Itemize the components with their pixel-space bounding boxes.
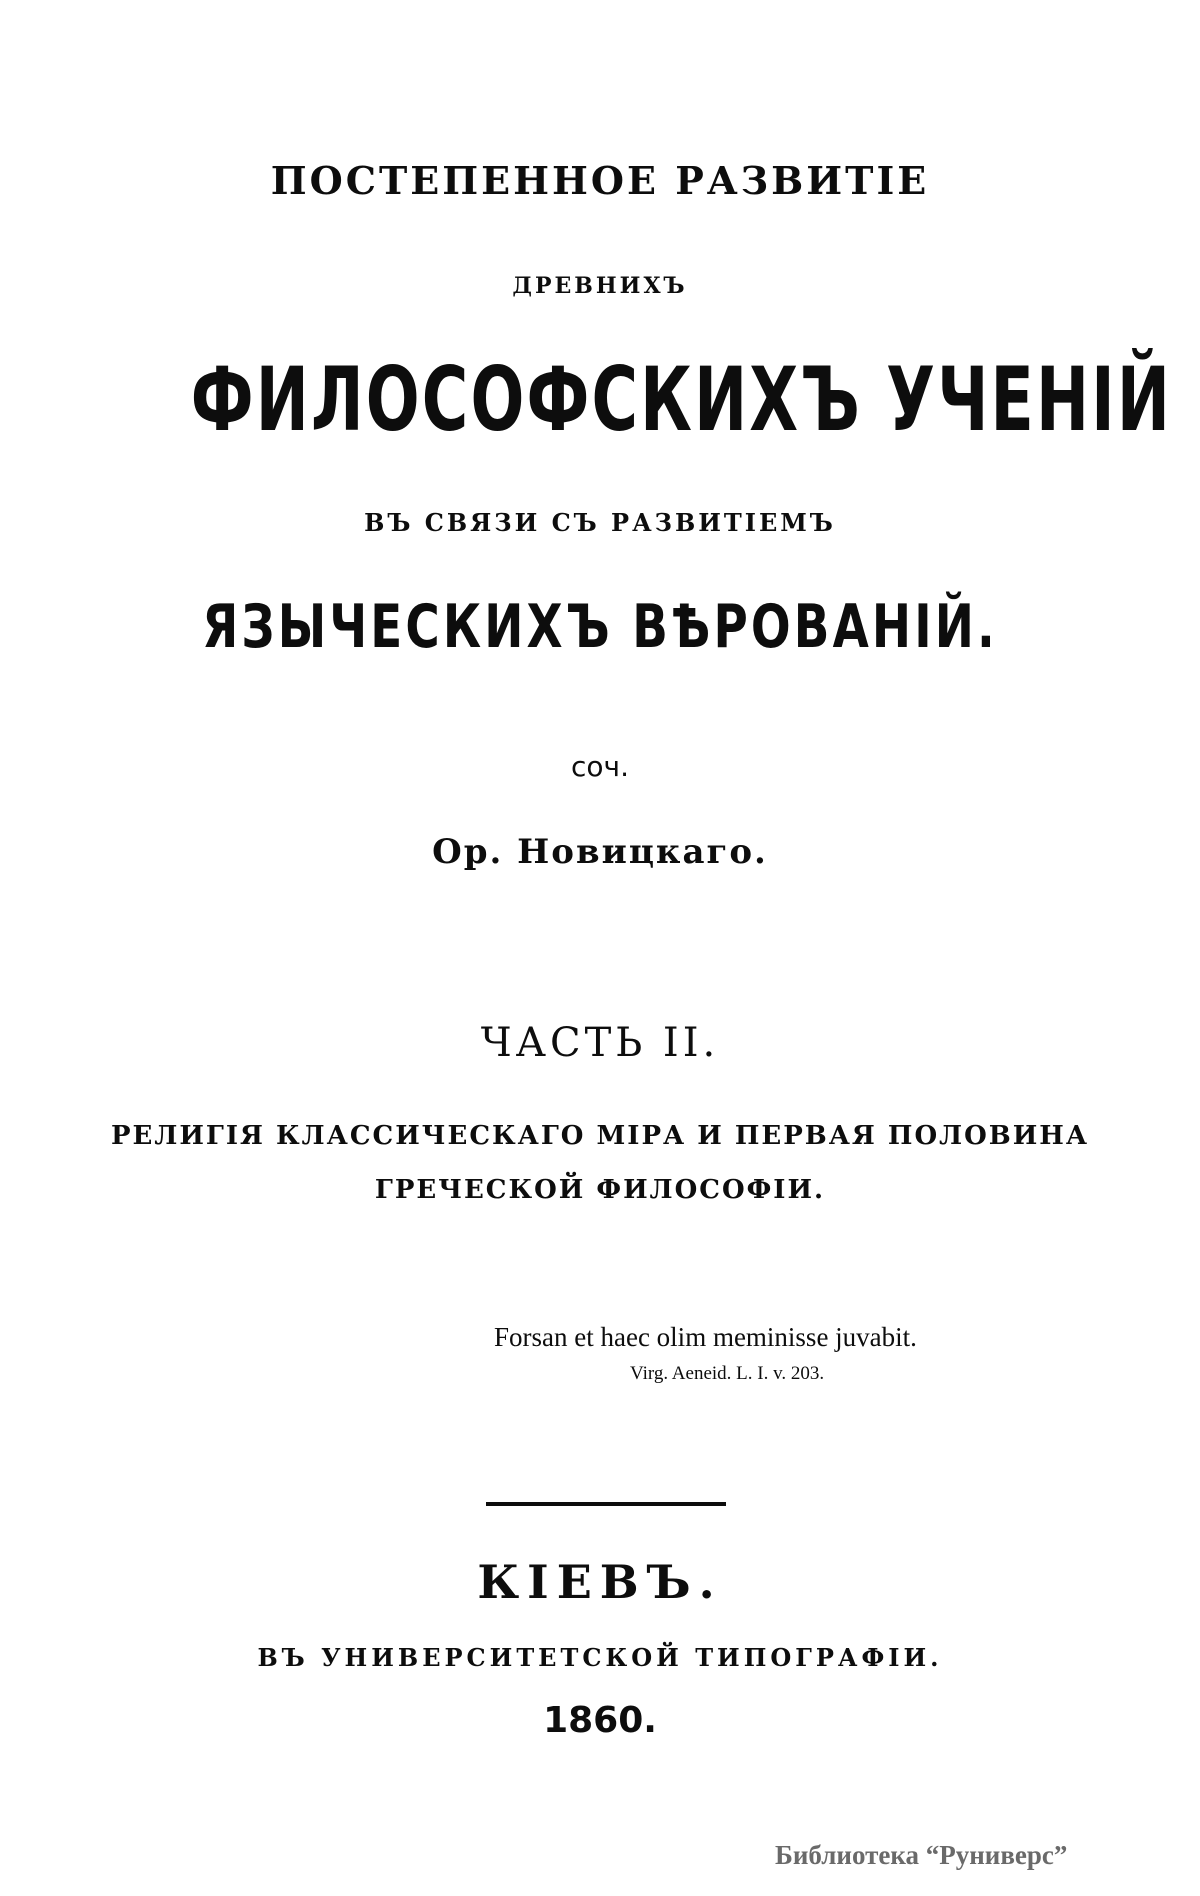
title-line-2: ДРЕВНИХЪ: [512, 273, 688, 299]
author-name: Ор. Новицкаго.: [432, 832, 768, 872]
byline-prefix: соч.: [571, 750, 629, 783]
divider-rule: [486, 1502, 726, 1506]
epigraph-source: Virg. Aeneid. L. I. v. 203.: [630, 1363, 825, 1384]
main-title-text: ФИЛОСОФСКИХЪ УЧЕНІЙ: [190, 348, 1173, 451]
main-title: [0, 348, 1200, 451]
imprint-city: КІЕВЪ.: [477, 1555, 723, 1609]
title-line-5-text: ЯЗЫЧЕСКИХЪ ВѢРОВАНІЙ.: [202, 592, 998, 662]
part-heading: ЧАСТЬ II.: [480, 1020, 720, 1066]
title-line-5: [0, 592, 1200, 662]
subtitle-line-2: ГРЕЧЕСКОЙ ФИЛОСОФІИ.: [374, 1175, 826, 1205]
title-line-1: ПОСТЕПЕННОЕ РАЗВИТІЕ: [270, 158, 930, 203]
imprint-printer: ВЪ УНИВЕРСИТЕТСКОЙ ТИПОГРАФІИ.: [257, 1643, 943, 1672]
epigraph: Forsan et haec olim meminisse juvabit.: [494, 1322, 917, 1352]
title-line-4: ВЪ СВЯЗИ СЪ РАЗВИТІЕМЪ: [364, 508, 836, 537]
library-watermark: Библиотека “Руниверс”: [775, 1840, 1068, 1870]
imprint-year: 1860.: [543, 1700, 657, 1741]
subtitle-line-1: РЕЛИГІЯ КЛАССИЧЕСКАГО МІРА И ПЕРВАЯ ПОЛОВИНА: [110, 1121, 1090, 1151]
